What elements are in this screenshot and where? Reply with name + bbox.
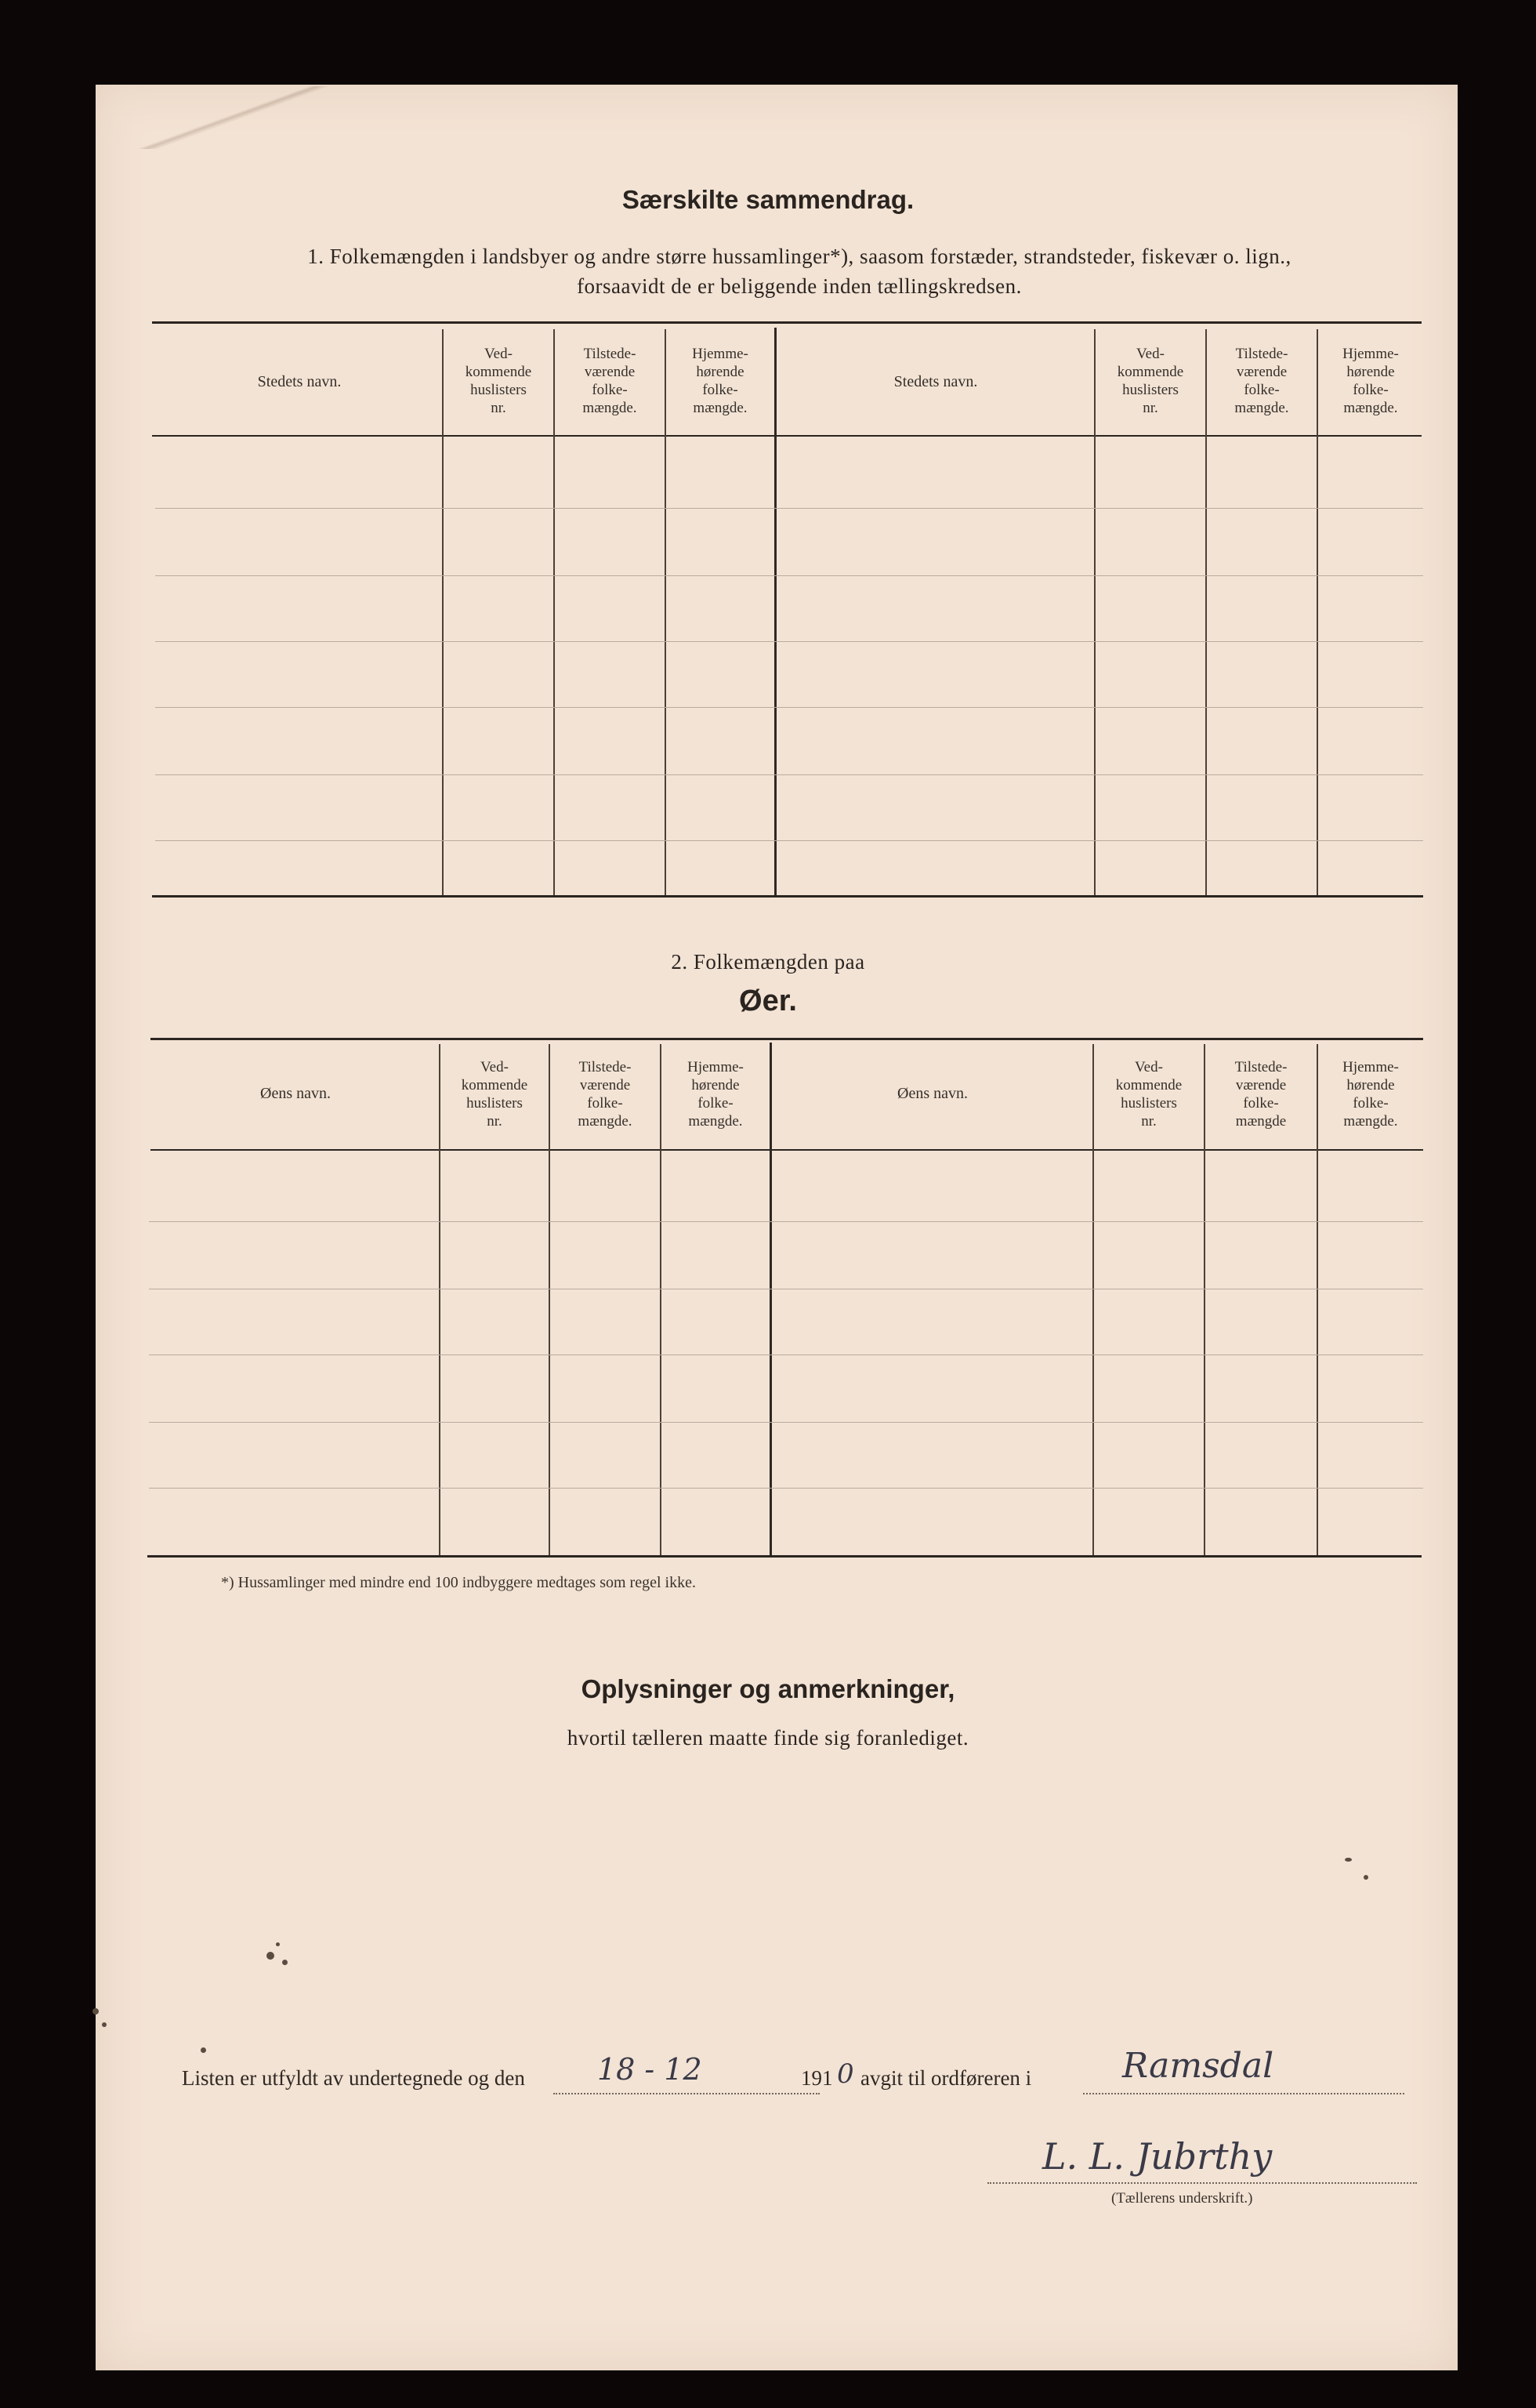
stain-mark (1345, 1858, 1352, 1862)
t2-header-tilstede-left: Tilstede- værende folke- mængde. (578, 1059, 632, 1130)
year-prefix: 191 (801, 2066, 833, 2090)
municipality-underline (1083, 2093, 1404, 2094)
stain-mark (92, 2008, 99, 2015)
t2-header-tilstede-right: Tilstede- værende folke- mængde (1234, 1059, 1288, 1130)
t1-header-stedets-navn-right: Stedets navn. (893, 373, 978, 390)
stain-mark (102, 2022, 107, 2027)
t2-header-huslister-left: Ved- kommende huslisters nr. (461, 1059, 528, 1130)
signature-caption: (Tællerens underskrift.) (1111, 2190, 1253, 2207)
handwritten-year-digit: 0 (837, 2058, 854, 2090)
t1-header-huslister-right: Ved- kommende huslisters nr. (1117, 346, 1184, 416)
stain-mark (282, 1960, 288, 1965)
section1-intro-line1: 1. Folkemængden i landsbyer og andre større hussamlinger*), saasom forstæder, strandsteder, fiskevær o. lign., (307, 245, 1291, 268)
t1-header-hjemme-right: Hjemme- hørende folke- mængde. (1342, 346, 1399, 416)
t1-header-huslister-left: Ved- kommende huslisters nr. (465, 346, 532, 416)
signature-underline (987, 2182, 1417, 2184)
date-underline (553, 2093, 820, 2094)
section2-title: Øer. (739, 985, 797, 1017)
remarks-title: Oplysninger og anmerkninger, (581, 1674, 955, 1703)
t2-header-oens-navn-right: Øens navn. (897, 1085, 968, 1102)
t1-header-stedets-navn-left: Stedets navn. (257, 373, 342, 390)
paper-fold-mark (102, 86, 360, 149)
stain-mark (1364, 1875, 1368, 1880)
census-form-page (96, 85, 1458, 2370)
handwritten-municipality: Ramsdal (1122, 2046, 1274, 2086)
handwritten-date: 18 - 12 (597, 2052, 702, 2087)
section1-intro-line2: forsaavidt de er beliggende inden tællingskredsen. (577, 274, 1022, 298)
summary-title: Særskilte sammendrag. (621, 185, 915, 214)
stain-mark (201, 2047, 206, 2053)
handwritten-signature: L. L. Jubrthy (1042, 2135, 1273, 2178)
t2-header-hjemme-left: Hjemme- hørende folke- mængde. (687, 1059, 744, 1130)
stain-mark (266, 1952, 274, 1960)
t1-header-hjemme-left: Hjemme- hørende folke- mængde. (692, 346, 748, 416)
footnote: *) Hussamlinger med mindre end 100 indbyggere medtages som regel ikke. (221, 1574, 696, 1591)
section2-caption: 2. Folkemængden paa (671, 950, 865, 974)
signature-statement (182, 2046, 1404, 2098)
remarks-subtitle: hvortil tælleren maatte finde sig foranlediget. (567, 1726, 969, 1750)
t1-header-tilstede-right: Tilstede- værende folke- mængde. (1234, 346, 1289, 416)
t2-header-hjemme-right: Hjemme- hørende folke- mængde. (1342, 1059, 1399, 1130)
statement-text-start: Listen er utfyldt av undertegnede og den (182, 2066, 525, 2090)
t1-header-tilstede-left: Tilstede- værende folke- mængde. (582, 346, 637, 416)
statement-text-end: avgit til ordføreren i (860, 2066, 1032, 2090)
stain-mark (276, 1942, 280, 1946)
t2-header-oens-navn-left: Øens navn. (260, 1085, 331, 1102)
t2-header-huslister-right: Ved- kommende huslisters nr. (1115, 1059, 1183, 1130)
